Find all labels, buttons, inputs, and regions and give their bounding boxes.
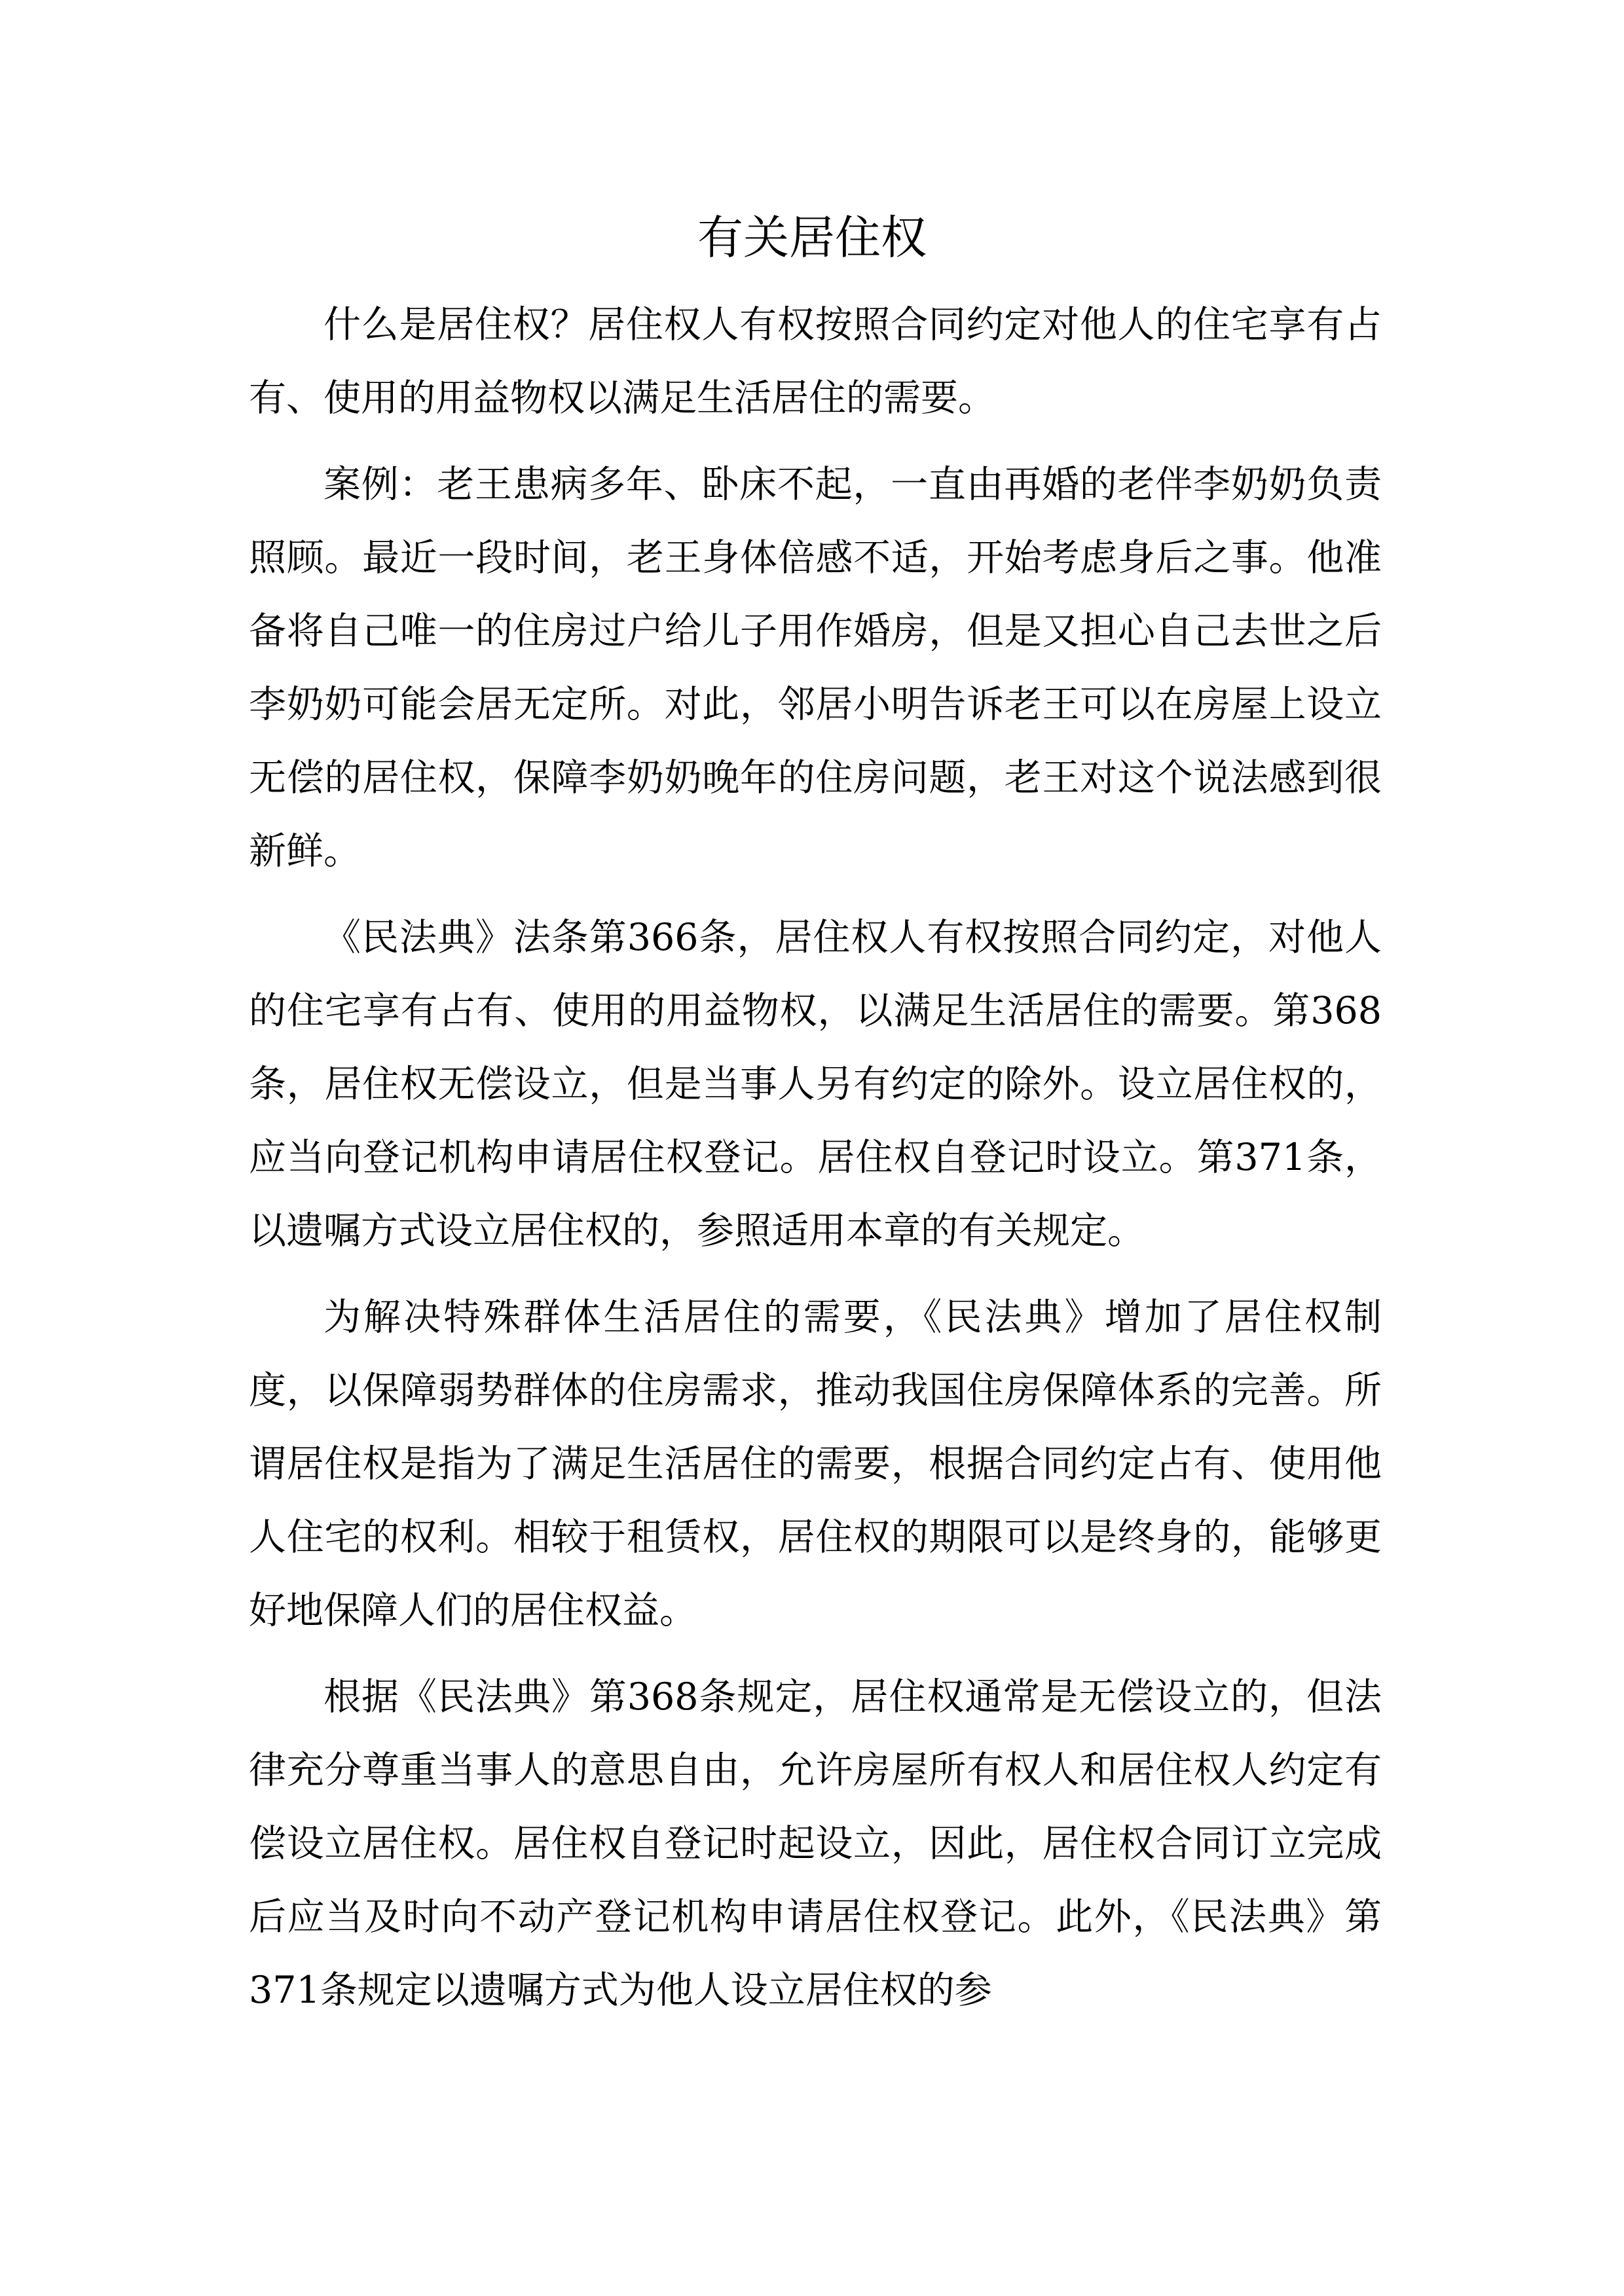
paragraph-purpose: 为解决特殊群体生活居住的需要，《民法典》增加了居住权制度，以保障弱势群体的住房需求，推动我国住房保障体系的完善。所谓居住权是指为了满足生活居住的需要，根据合同约定占有、使用他人住宅的权利。相较于租赁权，居住权的期限可以是终身的，能够更好地保障人们的居住权益。: [249, 1296, 1382, 1632]
document-title: 有关居住权: [697, 211, 927, 264]
paragraph-civil-code-articles: 《民法典》法条第366条，居住权人有权按照合同约定，对他人的住宅享有占有、使用的用益物权，以满足生活居住的需要。第368条，居住权无偿设立，但是当事人另有约定的除外。设立居住权的，应当向登记机构申请居住权登记。居住权自登记时设立。第371条，以遗嘱方式设立居住权的，参照适用本章的有关规定。: [249, 916, 1382, 1252]
paragraph-definition: 什么是居住权？居住权人有权按照合同约定对他人的住宅享有占有、使用的用益物权以满足生活居住的需要。: [249, 303, 1382, 420]
document-body: [249, 288, 1382, 2040]
paragraph-case: 案例：老王患病多年、卧床不起，一直由再婚的老伴李奶奶负责照顾。最近一段时间，老王身体倍感不适，开始考虑身后之事。他准备将自己唯一的住房过户给儿子用作婚房，但是又担心自己去世之后李奶奶可能会居无定所。对此，邻居小明告诉老王可以在房屋上设立无偿的居住权，保障李奶奶晚年的住房问题，老王对这个说法感到很新鲜。: [249, 463, 1382, 873]
paragraph-registration: 根据《民法典》第368条规定，居住权通常是无偿设立的，但法律充分尊重当事人的意思自由，允许房屋所有权人和居住权人约定有偿设立居住权。居住权自登记时起设立，因此，居住权合同订立完成后应当及时向不动产登记机构申请居住权登记。此外，《民法典》第371条规定以遗嘱方式为他人设立居住权的参: [249, 1675, 1382, 2012]
